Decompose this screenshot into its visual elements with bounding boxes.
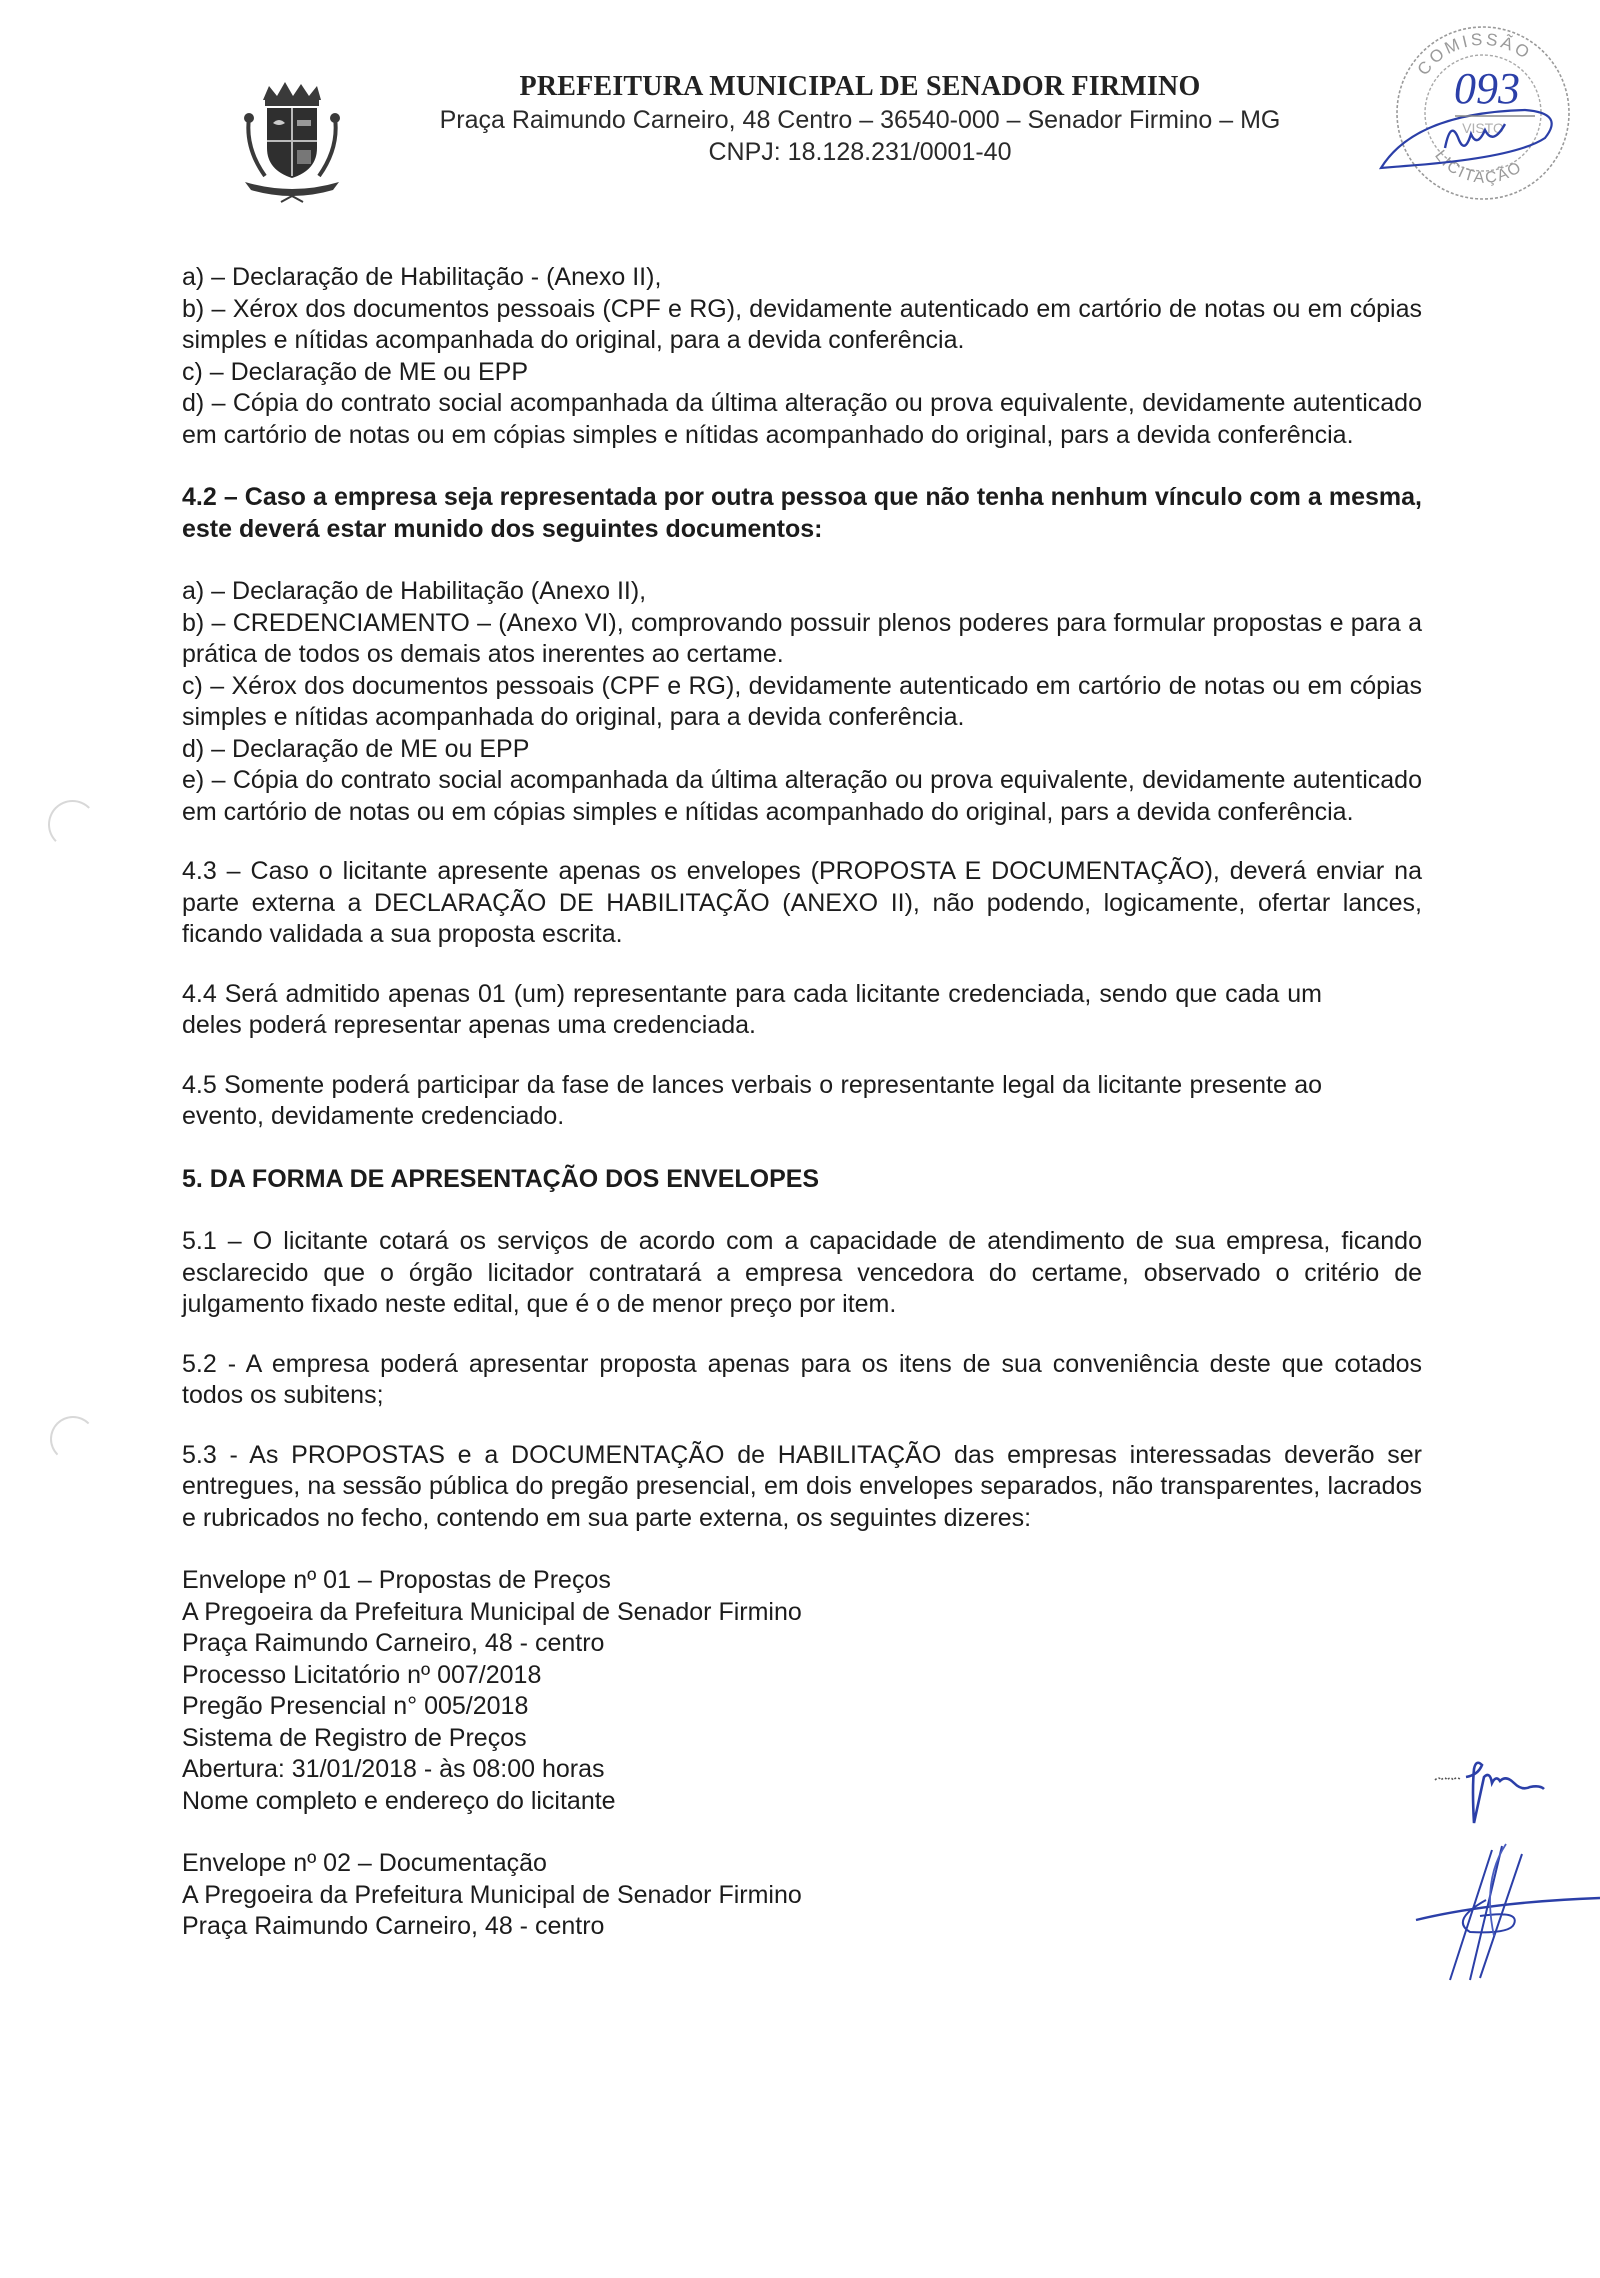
envelope-line: Nome completo e endereço do licitante [182,1786,616,1815]
list-item: e) – Cópia do contrato social acompanhada da última alteração ou prova equivalente, devidamente autenticado em cartório de notas ou em cópias simples e nítidas acompanhado do original, pars a devida conferência. [182,766,1422,826]
envelope-line: Abertura: 31/01/2018 - às 08:00 horas [182,1755,605,1783]
envelope-line: Sistema de Registro de Preços [182,1723,527,1752]
envelope-line: A Pregoeira da Prefeitura Municipal de Senador Firmino [182,1597,802,1626]
stamp-middle-text: VISTO [1462,120,1504,136]
commission-stamp [1375,18,1590,208]
section-5-3: 5.3 - As PROPOSTAS e a DOCUMENTAÇÃO de HABILITAÇÃO das empresas interessadas deverão ser entregues, na sessão pública do pregão presencial, em dois envelopes separados, não transparentes, lacrados e rubricados no fecho, contendo em sua parte externa, os seguintes dizeres: [182,1440,1422,1532]
org-address: Praça Raimundo Carneiro, 48 Centro – 36540-000 – Senador Firmino – MG [439,106,1281,134]
envelope-2-label [182,1848,1422,1943]
envelope-1-label [182,1565,1422,1817]
hole-punch-mark [48,800,97,849]
org-cnpj: CNPJ: 18.128.231/0001-40 [708,138,1012,166]
envelope-line: Envelope nº 01 – Propostas de Preços [182,1566,611,1594]
hole-punch-mark [50,1416,96,1462]
list-item: c) – Xérox dos documentos pessoais (CPF e RG), devidamente autenticado em cartório de notas ou em cópias simples e nítidas acompanhada do original, para a devida conferência. [182,671,1422,731]
section-5-2: 5.2 - A empresa poderá apresentar proposta apenas para os itens de sua conveniência deste que cotados todos os subitens; [182,1349,1422,1409]
svg-text:LICITAÇÃO [1431,147,1526,187]
envelope-line: A Pregoeira da Prefeitura Municipal de Senador Firmino [182,1880,802,1909]
section-5-heading: 5. DA FORMA DE APRESENTAÇÃO DOS ENVELOPES [182,1164,820,1193]
rubric-signature-1 [1430,1745,1600,1825]
stamp-number: 093 [1454,64,1520,113]
envelope-line: Envelope nº 02 – Documentação [182,1849,547,1877]
section-4-4: 4.4 Será admitido apenas 01 (um) representante para cada licitante credenciada, sendo que cada um deles poderá representar apenas uma credenciada. [182,979,1322,1039]
envelope-line: Processo Licitatório nº 007/2018 [182,1660,542,1689]
list-item: b) – Xérox dos documentos pessoais (CPF e RG), devidamente autenticado em cartório de notas ou em cópias simples e nítidas acompanhada do original, para a devida conferência. [182,294,1422,354]
envelope-line: Praça Raimundo Carneiro, 48 - centro [182,1912,605,1940]
list-item: d) – Cópia do contrato social acompanhada da última alteração ou prova equivalente, devidamente autenticado em cartório de notas ou em cópias simples e nítidas acompanhado do original, pars a devida conferência. [182,389,1422,449]
envelope-line: Pregão Presencial n° 005/2018 [182,1692,529,1720]
document-body [182,262,1422,1943]
section-4-3: 4.3 – Caso o licitante apresente apenas os envelopes (PROPOSTA E DOCUMENTAÇÃO), deverá enviar na parte externa a DECLARAÇÃO DE HABILITAÇÃO (ANEXO II), não podendo, logicamente, ofertar lances, ficando validada a sua proposta escrita. [182,857,1422,948]
rubric-signature-2 [1410,1840,1600,1990]
envelope-line: Praça Raimundo Carneiro, 48 - centro [182,1629,605,1657]
section-5-1: 5.1 – O licitante cotará os serviços de acordo com a capacidade de atendimento de sua empresa, ficando esclarecido que o órgão licitador contratará a empresa vencedora do certame, observado o critério de julgamento fixado neste edital, que é o de menor preço por item. [182,1227,1422,1318]
org-name: PREFEITURA MUNICIPAL DE SENADOR FIRMINO [519,71,1201,102]
list-item: d) – Declaração de ME ou EPP [182,734,530,763]
list-item: a) – Declaração de Habilitação - (Anexo II), [182,263,662,291]
stamp-top-text: COMISSÃO [1413,29,1536,79]
section-4-5: 4.5 Somente poderá participar da fase de lances verbais o representante legal da licitante presente ao evento, devidamente credenciado. [182,1070,1322,1130]
list-item: a) – Declaração de Habilitação (Anexo II), [182,577,647,605]
coat-of-arms-icon [235,78,345,203]
list-item: b) – CREDENCIAMENTO – (Anexo VI), comprovando possuir plenos poderes para formular propostas e para a prática de todos os demais atos inerentes ao certame. [182,608,1422,668]
letterhead [360,70,1360,168]
stamp-initials-signature [1381,110,1552,168]
stamp-bottom-text: LICITAÇÃO [1431,147,1526,187]
section-4-2-heading: 4.2 – Caso a empresa seja representada por outra pessoa que não tenha nenhum vínculo com a mesma, este deverá estar munido dos seguintes documentos: [182,483,1422,543]
list-item: c) – Declaração de ME ou EPP [182,357,528,386]
